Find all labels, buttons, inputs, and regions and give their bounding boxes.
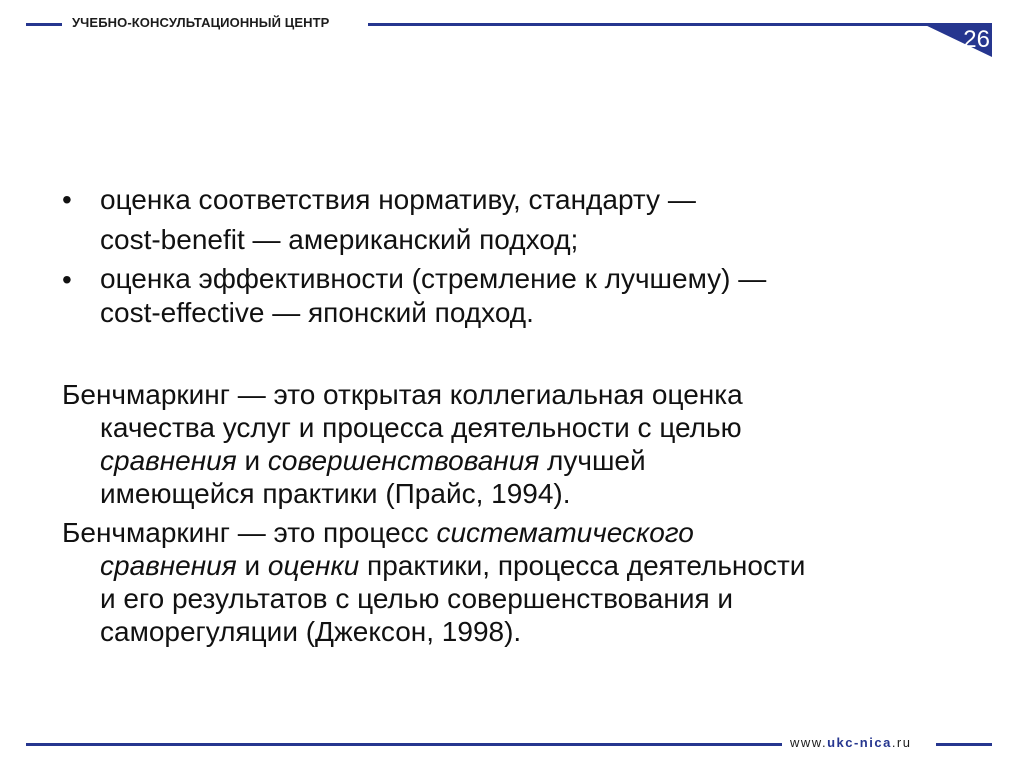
text-fragment: Бенчмаркинг — это процесс [62,517,437,548]
text-fragment: лучшей [539,445,646,476]
emphasis-evaluation: оценки [267,550,360,581]
header-title: УЧЕБНО-КОНСУЛЬТАЦИОННЫЙ ЦЕНТР [72,15,330,30]
footer-rule-right [936,743,992,746]
paragraph-1-line3 [62,444,982,477]
text-fragment: практики, процесса деятельности [359,550,806,581]
paragraph-2-line1 [62,517,694,548]
paragraph-2-line4: саморегуляции (Джексон, 1998). [100,616,522,647]
bullet-marker: • [62,184,72,215]
url-suffix: .ru [891,735,912,750]
footer-website-link[interactable] [790,735,911,750]
bullet-item-1-line2: cost-benefit — американский подход; [100,224,579,255]
bullet-marker: • [62,264,72,295]
paragraph-2-line3: и его результатов с целью совершенствования и [100,583,734,614]
header-rule-right [368,23,992,26]
page-number: 26 [963,26,990,53]
bullet-item-1-line1: оценка соответствия нормативу, стандарту — [100,184,696,215]
bullet-item-2-line2: cost-effective — японский подход. [100,297,534,328]
paragraph-benchmarking-2 [62,516,982,648]
header-rule-left [26,23,62,26]
emphasis-comparison: сравнения [100,550,237,581]
bullet-item-1 [100,182,980,258]
url-domain: ukc-nica [827,735,892,750]
emphasis-improvement: совершенствования [267,445,540,476]
emphasis-systematic: систематического [436,517,694,548]
text-fragment: и [236,550,268,581]
paragraph-2-line2 [62,549,982,582]
paragraph-1-line1: Бенчмаркинг — это открытая коллегиальная оценка [62,379,743,410]
paragraph-1-line2: качества услуг и процесса деятельности с целью [100,412,742,443]
paragraph-1-line4: имеющейся практики (Прайс, 1994). [100,478,571,509]
bullet-item-2 [100,262,980,330]
emphasis-comparison: сравнения [100,445,237,476]
text-fragment: и [236,445,268,476]
bullet-item-2-line1: оценка эффективности (стремление к лучшему) — [100,263,767,294]
footer-rule-left [26,743,782,746]
paragraph-benchmarking-1 [62,378,982,510]
url-prefix: www. [790,735,828,750]
